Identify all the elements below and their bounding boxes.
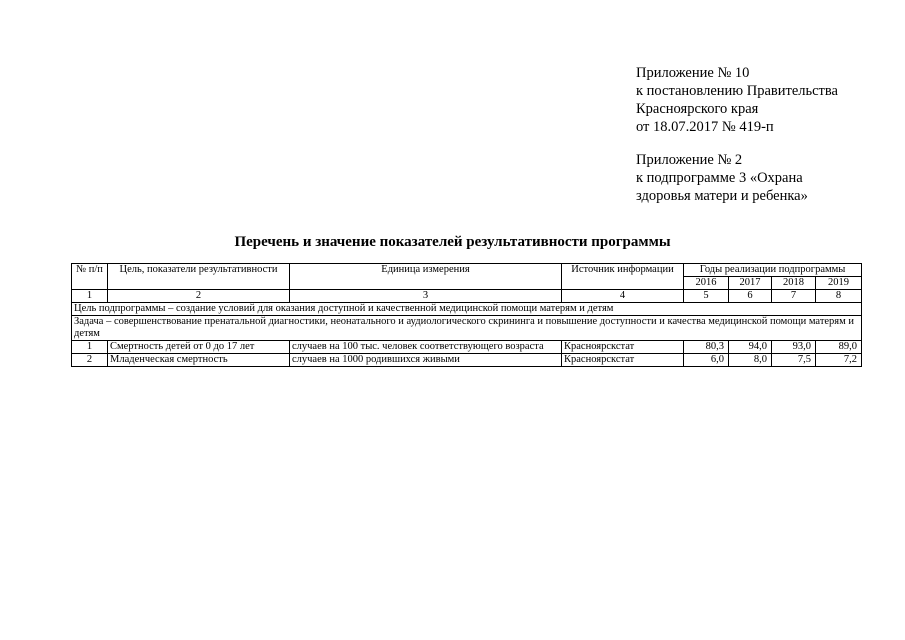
appendix-2-header — [636, 151, 808, 205]
appendix-line: Красноярского края — [636, 101, 759, 117]
row-value: 80,3 — [684, 341, 729, 354]
column-number: 3 — [290, 290, 562, 303]
row-indicator: Смертность детей от 0 до 17 лет — [108, 341, 290, 354]
appendix-line: к подпрограмме 3 «Охрана — [636, 170, 803, 186]
header-year: 2017 — [729, 277, 772, 290]
row-num: 1 — [72, 341, 108, 354]
goal-row — [72, 303, 862, 316]
appendix-line: Приложение № 2 — [636, 152, 743, 168]
header-year: 2016 — [684, 277, 729, 290]
row-source: Красноярскстат — [562, 341, 684, 354]
column-number: 6 — [729, 290, 772, 303]
column-number: 7 — [772, 290, 816, 303]
header-year: 2019 — [816, 277, 862, 290]
document-title: Перечень и значение показателей результативности программы — [234, 234, 671, 250]
appendix-line: здоровья матери и ребенка» — [636, 188, 808, 204]
table-header-row — [72, 264, 862, 277]
column-number: 1 — [72, 290, 108, 303]
indicators-table — [71, 263, 862, 367]
task-text: Задача – совершенствование пренатальной диагностики, неонатального и аудиологического скрининга и повышение доступности и качества медицинской помощи матерям и детям — [72, 316, 862, 341]
column-numbers-row — [72, 290, 862, 303]
row-value: 8,0 — [729, 354, 772, 367]
table-row — [72, 354, 862, 367]
header-unit: Единица измерения — [290, 264, 562, 290]
header-years-group: Годы реализации подпрограммы — [684, 264, 862, 277]
row-unit: случаев на 100 тыс. человек соответствующего возраста — [290, 341, 562, 354]
header-num: № п/п — [72, 264, 108, 290]
header-source: Источник информации — [562, 264, 684, 290]
header-year: 2018 — [772, 277, 816, 290]
column-number: 5 — [684, 290, 729, 303]
appendix-line: от 18.07.2017 № 419-п — [636, 119, 774, 135]
header-goal: Цель, показатели результативности — [108, 264, 290, 290]
goal-text: Цель подпрограммы – создание условий для оказания доступной и качественной медицинской помощи матерям и детям — [72, 303, 862, 316]
row-value: 6,0 — [684, 354, 729, 367]
row-indicator: Младенческая смертность — [108, 354, 290, 367]
appendix-line: к постановлению Правительства — [636, 83, 838, 99]
row-value: 94,0 — [729, 341, 772, 354]
row-value: 89,0 — [816, 341, 862, 354]
row-value: 93,0 — [772, 341, 816, 354]
column-number: 8 — [816, 290, 862, 303]
column-number: 4 — [562, 290, 684, 303]
column-number: 2 — [108, 290, 290, 303]
row-value: 7,5 — [772, 354, 816, 367]
appendix-line: Приложение № 10 — [636, 65, 750, 81]
row-num: 2 — [72, 354, 108, 367]
row-unit: случаев на 1000 родившихся живыми — [290, 354, 562, 367]
task-row — [72, 316, 862, 341]
row-value: 7,2 — [816, 354, 862, 367]
row-source: Красноярскстат — [562, 354, 684, 367]
appendix-10-header — [636, 64, 838, 136]
table-row — [72, 341, 862, 354]
